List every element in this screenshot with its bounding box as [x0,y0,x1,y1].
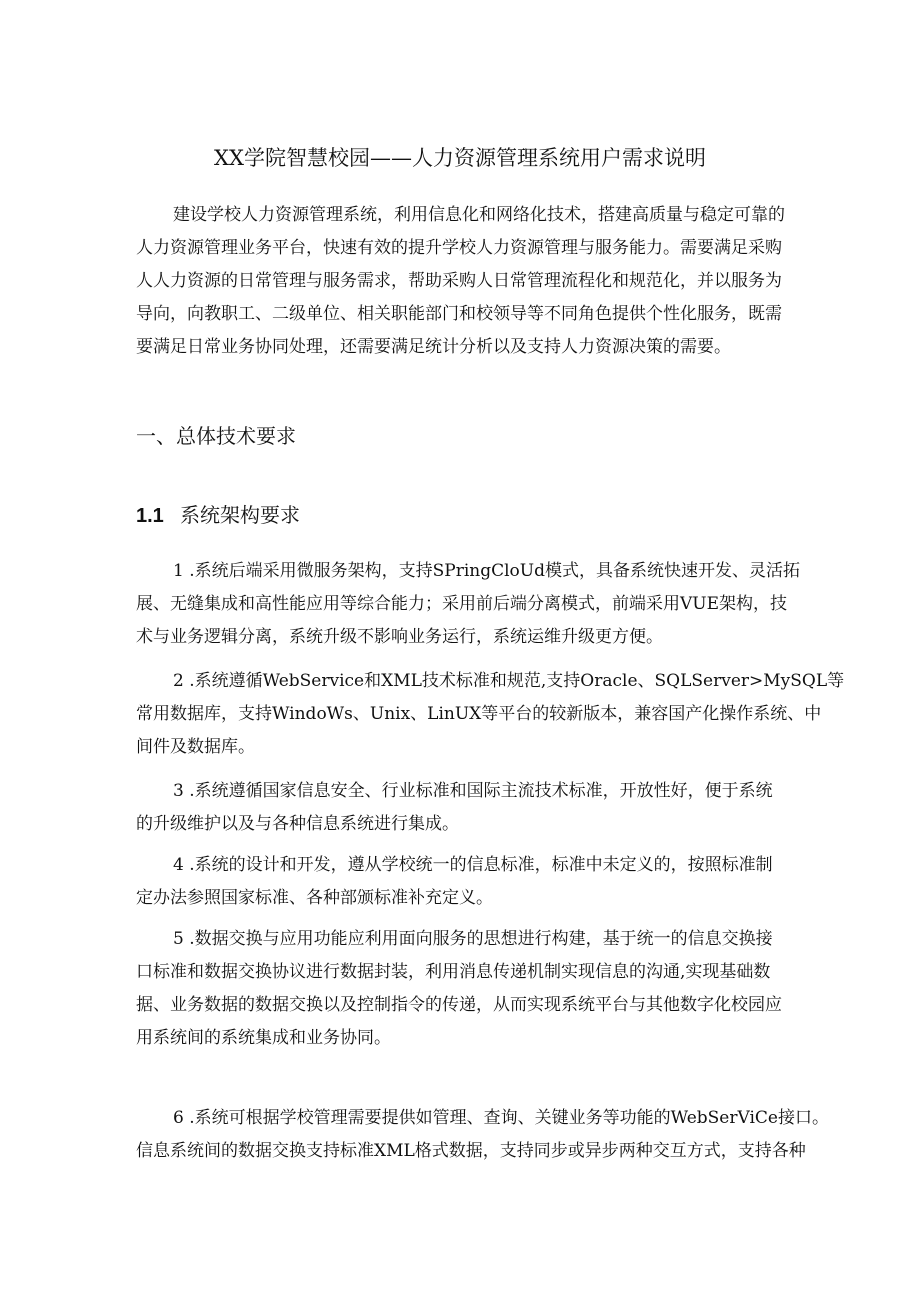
paragraph-line: 1 .系统后端采用微服务架构，支持SPringCloUd模式，具备系统快速开发、灵活拓 [173,561,800,581]
paragraph-line: 建设学校人力资源管理系统，利用信息化和网络化技术，搭建高质量与稳定可靠的 [173,205,785,225]
section-heading: 一、总体技术要求 [136,424,296,448]
paragraph-line: 人人力资源的日常管理与服务需求，帮助采购人日常管理流程化和规范化，并以服务为 [136,271,782,291]
subsection-number: 1.1 [136,505,164,527]
paragraph-line: 人力资源管理业务平台，快速有效的提升学校人力资源管理与服务能力。需要满足采购 [136,238,782,258]
paragraph-line: 据、业务数据的数据交换以及控制指令的传递，从而实现系统平台与其他数字化校园应 [136,995,782,1015]
paragraph-line: 常用数据库，支持WindoWs、Unix、LinUX等平台的较新版本，兼容国产化操作系统、中 [136,704,822,724]
requirement-item-4 [136,849,784,915]
document-title: XX学院智慧校园——人力资源管理系统用户需求说明 [214,146,706,170]
intro-paragraph [136,199,784,364]
requirement-item-6 [136,1102,829,1168]
paragraph-line: 4 .系统的设计和开发，遵从学校统一的信息标准，标准中未定义的，按照标准制 [173,855,773,875]
paragraph-line: 用系统间的系统集成和业务协同。 [136,1028,391,1048]
paragraph-line: 5 .数据交换与应用功能应利用面向服务的思想进行构建，基于统一的信息交换接 [173,929,773,949]
paragraph-line: 口标准和数据交换协议进行数据封装，利用消息传递机制实现信息的沟通,实现基础数 [136,962,771,982]
paragraph-line: 6 .系统可根据学校管理需要提供如管理、查询、关键业务等功能的WebSerViCe接口。 [173,1108,829,1128]
paragraph-line: 导向，向教职工、二级单位、相关职能部门和校领导等不同角色提供个性化服务，既需 [136,304,782,324]
paragraph-line: 展、无缝集成和高性能应用等综合能力；采用前后端分离模式，前端采用VUE架构，技 [136,594,788,614]
paragraph-line: 3 .系统遵循国家信息安全、行业标准和国际主流技术标准，开放性好，便于系统 [173,781,773,801]
paragraph-line: 信息系统间的数据交换支持标准XML格式数据，支持同步或异步两种交互方式，支持各种 [136,1141,806,1161]
paragraph-line: 要满足日常业务协同处理，还需要满足统计分析以及支持人力资源决策的需要。 [136,337,731,357]
paragraph-line: 间件及数据库。 [136,737,255,757]
subsection-title: 系统架构要求 [180,503,300,527]
paragraph-line: 的升级维护以及与各种信息系统进行集成。 [136,814,459,834]
requirement-item-3 [136,775,784,841]
paragraph-line: 定办法参照国家标准、各种部颁标准补充定义。 [136,888,493,908]
paragraph-line: 2 .系统遵循WebService和XML技术标准和规范,支持Oracle、SQLServer>MySQL等 [173,671,845,691]
subsection-heading [136,500,300,531]
paragraph-line: 术与业务逻辑分离，系统升级不影响业务运行，系统运维升级更方便。 [136,627,663,647]
requirement-item-1 [136,555,800,654]
requirement-item-5 [136,923,784,1055]
requirement-item-2 [136,665,845,764]
